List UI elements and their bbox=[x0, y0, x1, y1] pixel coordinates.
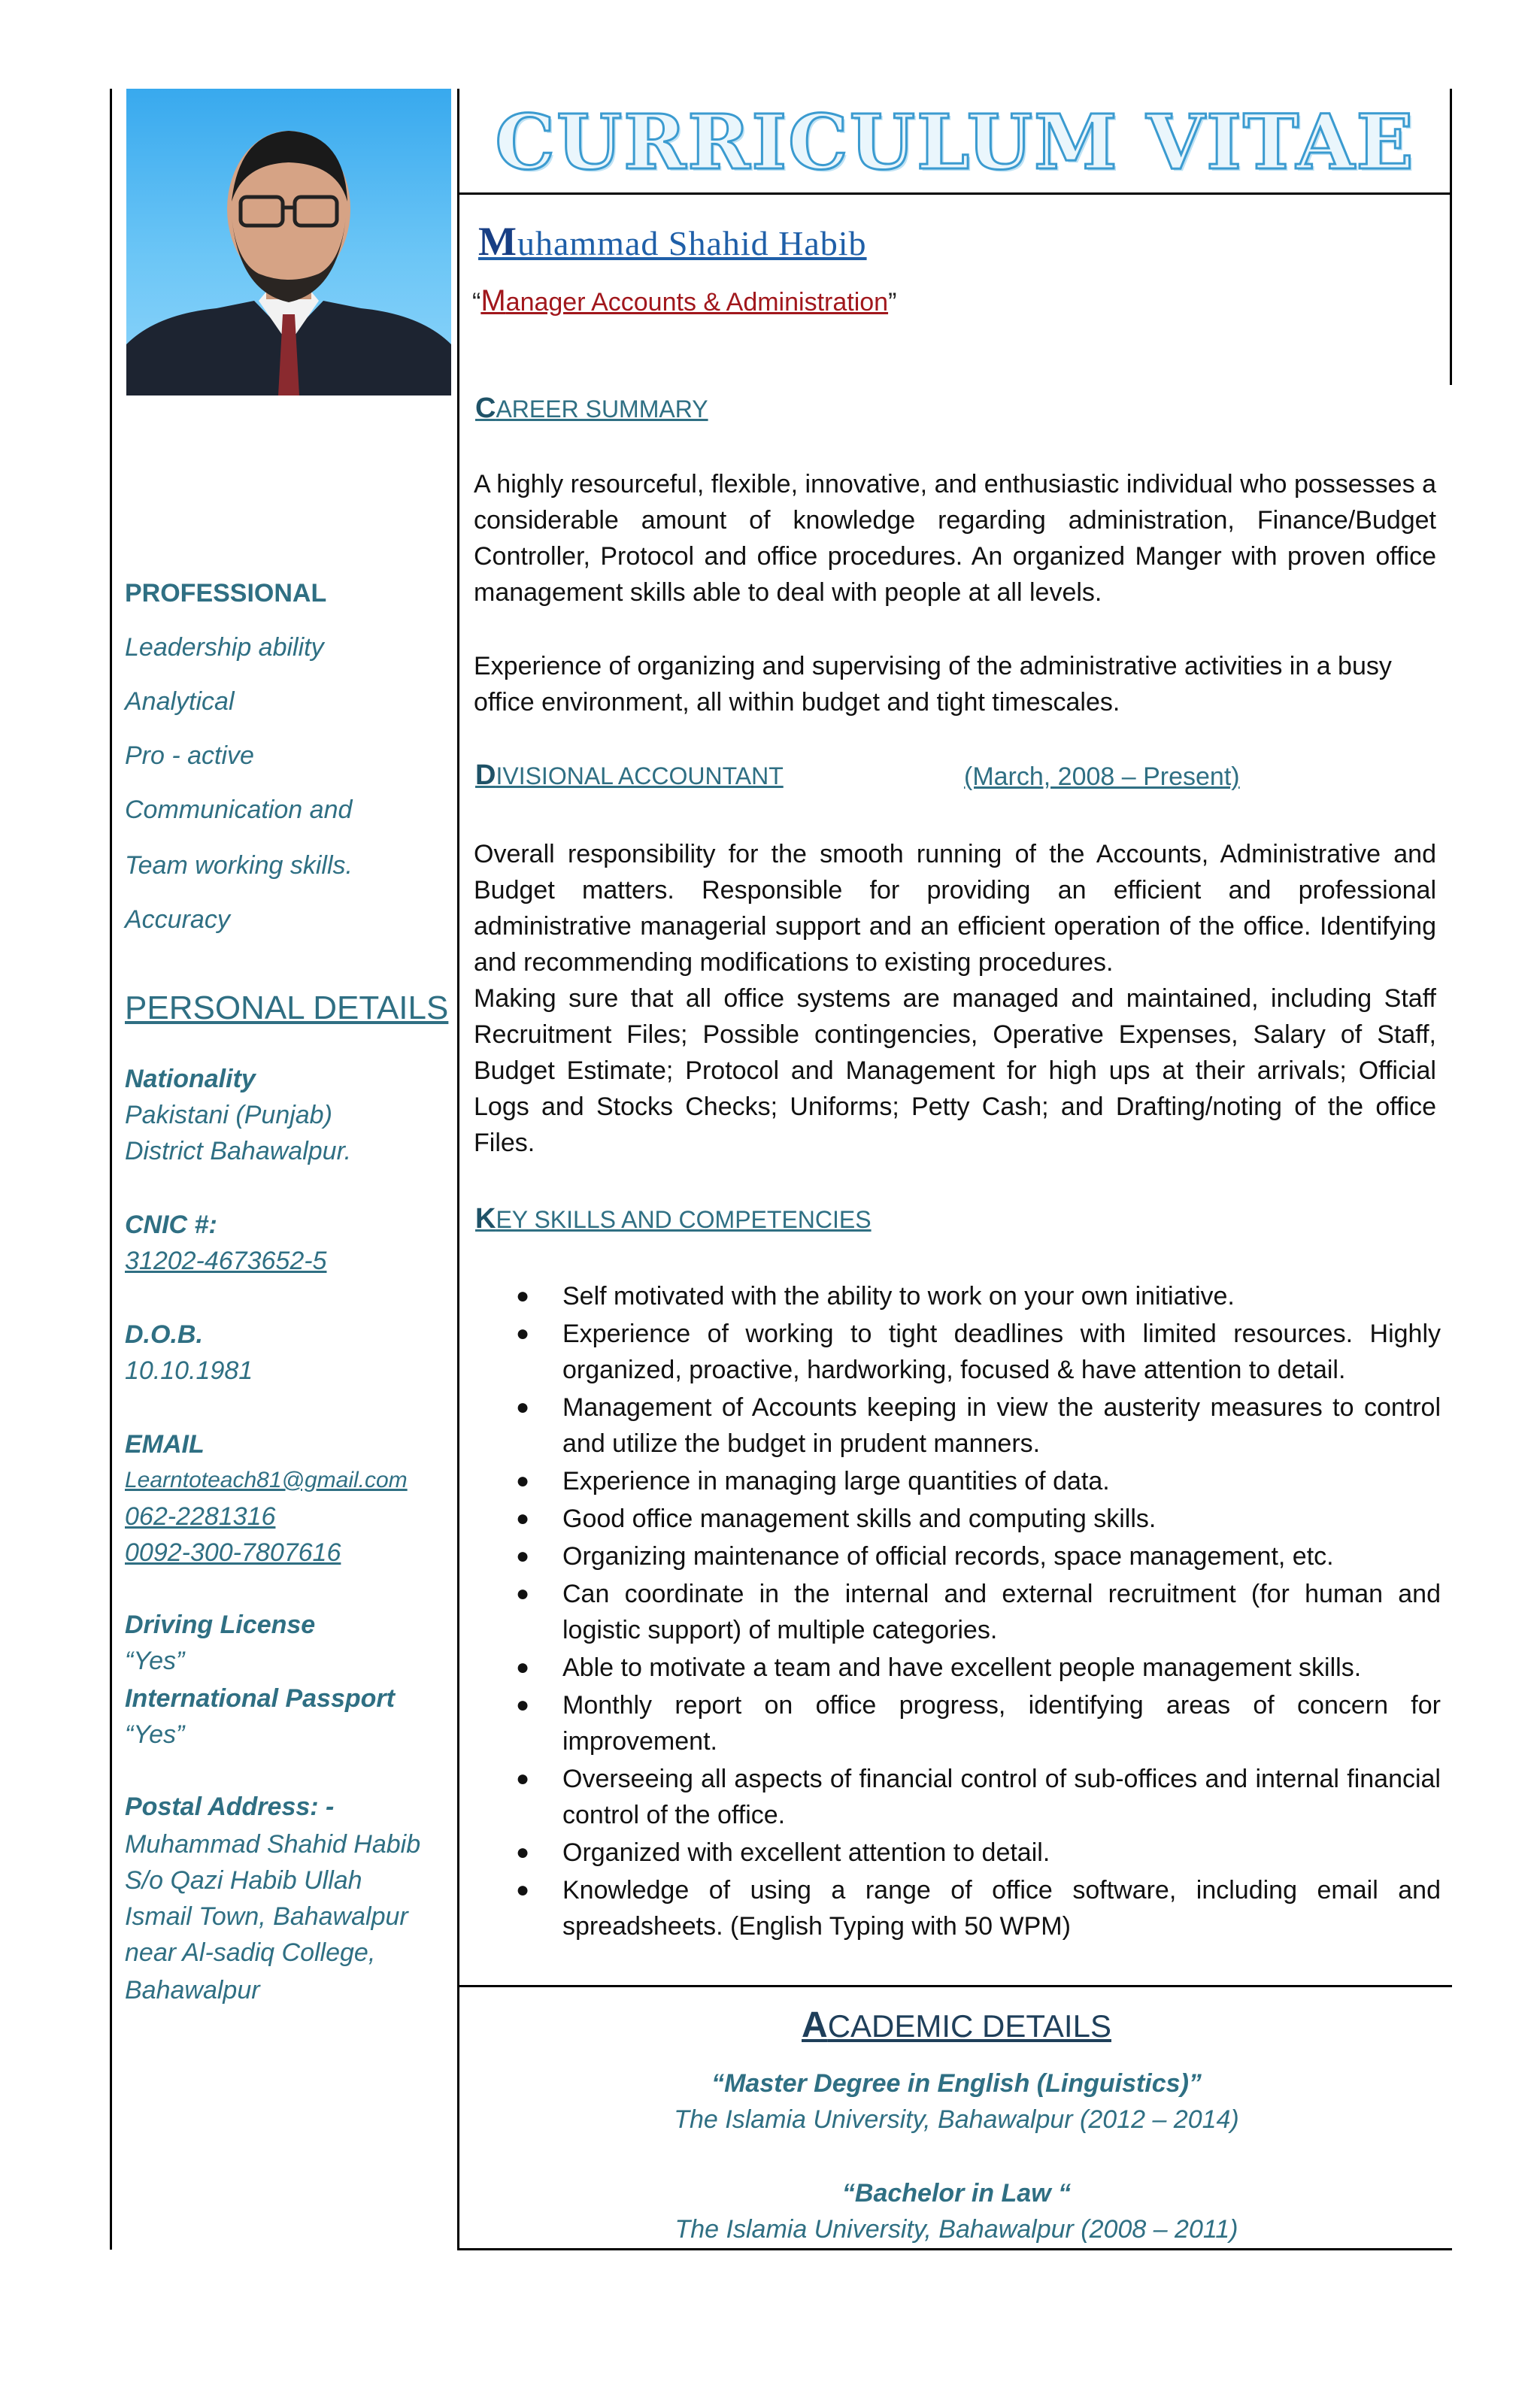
professional-item: Analytical bbox=[125, 687, 235, 716]
bullet-icon: ● bbox=[516, 1581, 530, 1606]
degree-institution: The Islamia University, Bahawalpur (2012 – 2014) bbox=[674, 2105, 1239, 2134]
driving-license-value: “Yes” bbox=[125, 1647, 185, 1675]
list-item bbox=[474, 1501, 1441, 1537]
cnic-label: CNIC #: bbox=[125, 1211, 217, 1239]
job-title-heading bbox=[475, 759, 784, 792]
list-item bbox=[474, 1463, 1441, 1499]
bullet-icon: ● bbox=[516, 1283, 530, 1308]
career-summary-paragraph: A highly resourceful, flexible, innovative, and enthusiastic individual who possesses a considerable amount of knowledge regarding administration, Finance/Budget Controller, Protocol and office procedures. An organized Manger with proven office management skills able to deal with people at all levels. bbox=[474, 470, 1436, 607]
email-label: EMAIL bbox=[125, 1430, 205, 1459]
bullet-icon: ● bbox=[516, 1395, 530, 1420]
column-divider-line bbox=[457, 89, 459, 2250]
list-item bbox=[474, 1316, 1441, 1388]
professional-item: Accuracy bbox=[125, 905, 230, 934]
bullet-icon: ● bbox=[516, 1506, 530, 1531]
role-initial: M bbox=[480, 284, 506, 317]
district-value: District Bahawalpur. bbox=[125, 1137, 352, 1165]
candidate-role bbox=[472, 284, 896, 318]
cnic-value: 31202-4673652-5 bbox=[125, 1247, 327, 1275]
degree-title: “Bachelor in Law “ bbox=[841, 2179, 1072, 2208]
skill-text: Organized with excellent attention to detail. bbox=[562, 1838, 1050, 1867]
bullet-icon: ● bbox=[516, 1766, 530, 1791]
bullet-icon: ● bbox=[516, 1321, 530, 1346]
address-line: near Al-sadiq College, bbox=[125, 1938, 376, 1967]
bullet-icon: ● bbox=[516, 1655, 530, 1680]
skill-text: Management of Accounts keeping in view the austerity measures to control and utilize the budget in prudent manners. bbox=[562, 1393, 1441, 1458]
list-item bbox=[474, 1650, 1441, 1686]
name-initial: M bbox=[478, 219, 517, 264]
skill-text: Monthly report on office progress, identifying areas of concern for improvement. bbox=[562, 1691, 1441, 1756]
list-item bbox=[474, 1835, 1441, 1871]
heading-initial: A bbox=[802, 2005, 828, 2045]
address-line: Muhammad Shahid Habib bbox=[125, 1830, 421, 1859]
professional-heading: PROFESSIONAL bbox=[125, 579, 327, 608]
skill-text: Can coordinate in the internal and external recruitment (for human and logistic support) of multiple categories. bbox=[562, 1580, 1441, 1644]
bullet-icon: ● bbox=[516, 1544, 530, 1568]
degree-institution: The Islamia University, Bahawalpur (2008 – 2011) bbox=[675, 2215, 1238, 2244]
bullet-icon: ● bbox=[516, 1877, 530, 1902]
degree-title: “Master Degree in English (Linguistics)” bbox=[711, 2069, 1202, 2098]
address-line: Bahawalpur bbox=[125, 1976, 260, 2005]
address-line: Ismail Town, Bahawalpur bbox=[125, 1902, 408, 1931]
candidate-name bbox=[478, 218, 867, 265]
profile-photo bbox=[126, 89, 451, 395]
skills-list bbox=[474, 1278, 1441, 1946]
skill-text: Knowledge of using a range of office software, including email and spreadsheets. (English Typing with 50 WPM) bbox=[562, 1876, 1441, 1941]
career-experience-paragraph: Experience of organizing and supervising of the administrative activities in a busy office environment, all within budget and tight timescales. bbox=[474, 652, 1392, 717]
nationality-value: Pakistani (Punjab) bbox=[125, 1101, 332, 1129]
list-item bbox=[474, 1761, 1441, 1833]
bullet-icon: ● bbox=[516, 1692, 530, 1717]
job-responsibility-paragraph: Overall responsibility for the smooth running of the Accounts, Administrative and Budget matters. Responsible for providing an efficient and professional administrative managerial support and an efficient operation of the office. Identifying and recommending modifications to existing procedures. bbox=[474, 840, 1436, 977]
skill-text: Self motivated with the ability to work on your own initiative. bbox=[562, 1282, 1235, 1311]
professional-item: Leadership ability bbox=[125, 633, 324, 662]
nationality-label: Nationality bbox=[125, 1065, 256, 1093]
professional-item: Team working skills. bbox=[125, 851, 353, 880]
skill-text: Good office management skills and computing skills. bbox=[562, 1505, 1157, 1533]
driving-license-label: Driving License bbox=[125, 1611, 316, 1639]
address-line: S/o Qazi Habib Ullah bbox=[125, 1866, 362, 1895]
list-item bbox=[474, 1576, 1441, 1648]
mobile-link[interactable]: 0092-300-7807616 bbox=[125, 1538, 341, 1567]
career-summary-heading bbox=[475, 392, 708, 425]
skill-text: Able to motivate a team and have excellent people management skills. bbox=[562, 1653, 1362, 1682]
header-underline bbox=[457, 192, 1452, 195]
heading-rest: EY SKILLS AND COMPETENCIES bbox=[496, 1206, 872, 1233]
heading-initial: K bbox=[475, 1203, 496, 1235]
cv-title: CURRICULUM VITAE bbox=[495, 98, 1415, 186]
heading-rest: AREER SUMMARY bbox=[496, 395, 708, 423]
heading-initial: D bbox=[475, 759, 496, 791]
list-item bbox=[474, 1278, 1441, 1314]
passport-value: “Yes” bbox=[125, 1720, 185, 1749]
list-item bbox=[474, 1687, 1441, 1759]
role-open-quote: “ bbox=[472, 288, 481, 317]
professional-item: Pro - active bbox=[125, 741, 254, 770]
bullet-icon: ● bbox=[516, 1468, 530, 1493]
phone-link[interactable]: 062-2281316 bbox=[125, 1502, 276, 1531]
left-border-line bbox=[110, 89, 112, 2250]
academic-details-heading bbox=[460, 2005, 1453, 2046]
email-link[interactable]: Learntoteach81@gmail.com bbox=[125, 1468, 408, 1492]
name-rest: uhammad Shahid Habib bbox=[517, 224, 867, 262]
list-item bbox=[474, 1538, 1441, 1574]
job-dates: (March, 2008 – Present) bbox=[964, 762, 1240, 791]
personal-details-heading: PERSONAL DETAILS bbox=[125, 989, 449, 1026]
postal-address-label: Postal Address: - bbox=[125, 1792, 335, 1821]
dob-value: 10.10.1981 bbox=[125, 1356, 253, 1385]
list-item bbox=[474, 1872, 1441, 1944]
role-rest: anager Accounts & Administration bbox=[505, 288, 889, 317]
skill-text: Experience of working to tight deadlines with limited resources. Highly organized, proactive, hardworking, focused & have attention to detail. bbox=[562, 1320, 1441, 1384]
key-skills-heading bbox=[475, 1203, 872, 1235]
role-close-quote: ” bbox=[888, 288, 897, 317]
heading-initial: C bbox=[475, 392, 496, 424]
dob-label: D.O.B. bbox=[125, 1320, 203, 1349]
list-item bbox=[474, 1389, 1441, 1462]
professional-item: Communication and bbox=[125, 795, 353, 824]
skill-text: Experience in managing large quantities of data. bbox=[562, 1467, 1110, 1496]
skill-text: Organizing maintenance of official records, space management, etc. bbox=[562, 1542, 1334, 1571]
academic-top-line bbox=[457, 1985, 1452, 1987]
heading-rest: CADEMIC DETAILS bbox=[827, 2008, 1111, 2044]
academic-bottom-line bbox=[457, 2248, 1452, 2250]
job-duties-paragraph: Making sure that all office systems are managed and maintained, including Staff Recruitment Files; Possible contingencies, Operative Expenses, Salary of Staff, Budget Estimate; Protocol and Management for high ups at their arrivals; Official Logs and Stocks Checks; Uniforms; Petty Cash; and Drafting/noting of the office Files. bbox=[474, 984, 1436, 1157]
passport-label: International Passport bbox=[125, 1684, 395, 1713]
heading-rest: IVISIONAL ACCOUNTANT bbox=[496, 762, 784, 789]
bullet-icon: ● bbox=[516, 1840, 530, 1865]
skill-text: Overseeing all aspects of financial control of sub-offices and internal financial control of the office. bbox=[562, 1765, 1441, 1829]
